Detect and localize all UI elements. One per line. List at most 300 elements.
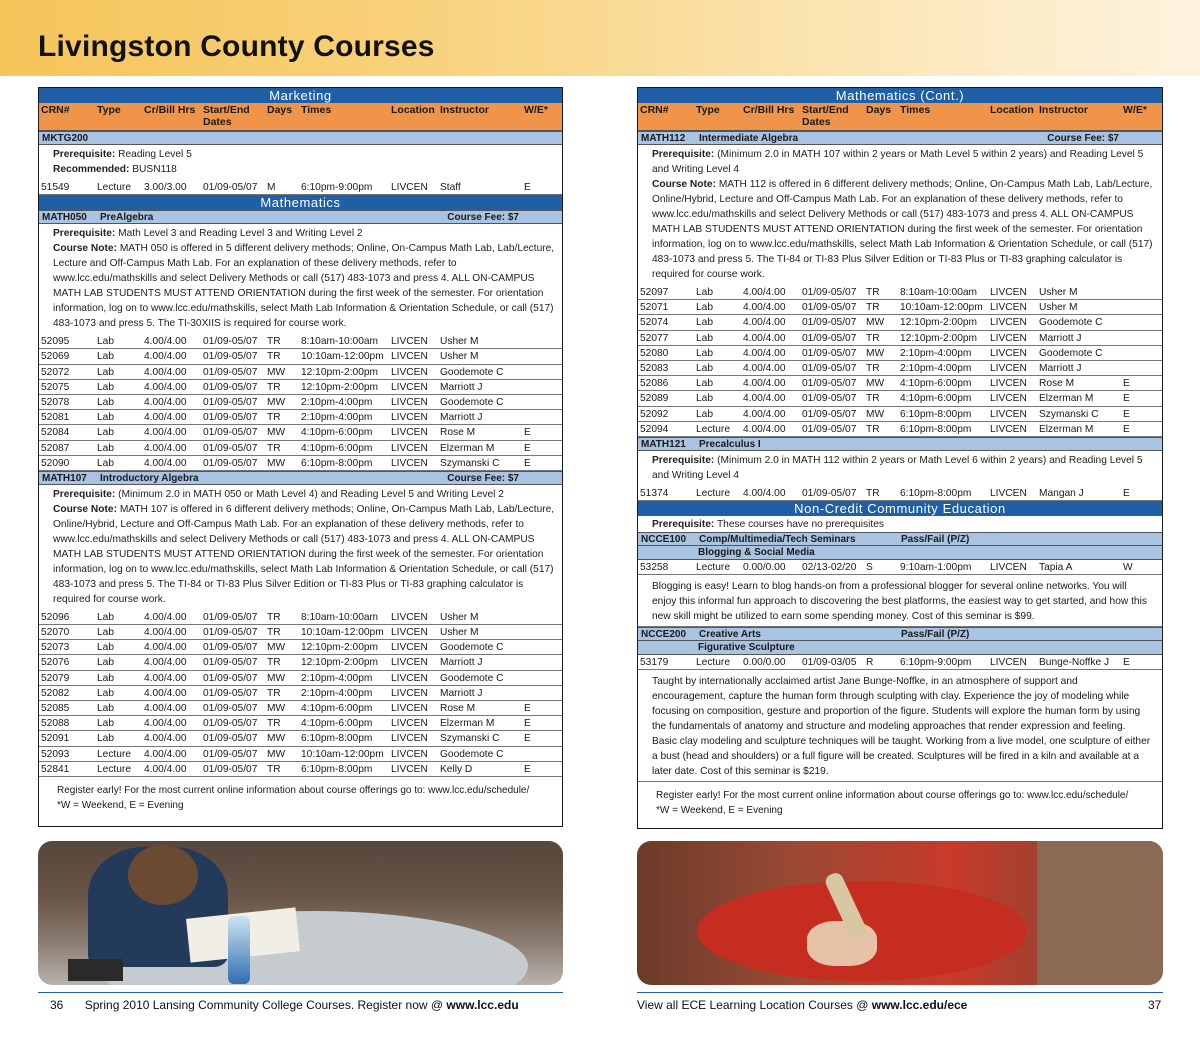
left-schedule-panel xyxy=(38,87,563,827)
table-row xyxy=(39,410,562,425)
cell-credits: 4.00/4.00 xyxy=(144,336,187,348)
grading-type: Pass/Fail (P/Z) xyxy=(901,534,970,546)
cell-we: E xyxy=(524,427,531,439)
cell-times: 12:10pm-2:00pm xyxy=(900,317,978,329)
cell-type: Lab xyxy=(97,351,114,363)
cell-type: Lab xyxy=(97,366,114,378)
course-code: MATH121 xyxy=(641,438,686,450)
cell-credits: 4.00/4.00 xyxy=(743,423,786,435)
cell-location: LIVCEN xyxy=(391,627,428,639)
cell-location: LIVCEN xyxy=(990,302,1027,314)
math050-sections xyxy=(39,334,562,471)
cell-times: 10:10am-12:00pm xyxy=(301,351,384,363)
cell-credits: 4.00/4.00 xyxy=(144,381,187,393)
cell-dates: 01/09-05/07 xyxy=(802,317,857,329)
cell-dates: 01/09-05/07 xyxy=(203,182,258,193)
photo-shelf-shape xyxy=(1037,841,1163,985)
cell-type: Lab xyxy=(97,336,114,348)
cell-type: Lab xyxy=(97,611,114,623)
footer-right xyxy=(637,998,967,1012)
cell-crn: 51374 xyxy=(640,487,669,499)
cell-times: 4:10pm-6:00pm xyxy=(301,718,373,730)
cell-times: 2:10pm-4:00pm xyxy=(301,672,373,684)
course-note-label: Course Note: xyxy=(53,503,117,515)
cell-instructor: Goodemote C xyxy=(440,396,504,408)
cell-we xyxy=(524,395,544,409)
cell-location: LIVCEN xyxy=(391,672,428,684)
cell-crn: 53258 xyxy=(640,562,669,574)
cell-type: Lab xyxy=(696,317,713,329)
cell-instructor: Usher M xyxy=(1039,302,1078,314)
cell-times: 6:10pm-8:00pm xyxy=(900,487,972,499)
column-header-row xyxy=(39,103,562,131)
cell-location: LIVCEN xyxy=(391,351,428,363)
cell-instructor: Goodemote C xyxy=(440,642,504,654)
cell-times: 12:10pm-2:00pm xyxy=(301,642,379,654)
cell-type: Lecture xyxy=(97,763,131,775)
cell-we xyxy=(524,610,544,624)
section-header-ncce: Non-Credit Community Education xyxy=(638,501,1162,516)
course-fee: Course Fee: $7 xyxy=(1047,133,1119,144)
cell-we: E xyxy=(524,733,531,745)
cell-type: Lab xyxy=(696,287,713,298)
recommended-text: BUSN118 xyxy=(132,164,177,175)
cell-location: LIVCEN xyxy=(391,427,428,439)
cell-crn: 52083 xyxy=(640,362,669,374)
cell-crn: 52069 xyxy=(41,351,70,363)
cell-dates: 01/09-05/07 xyxy=(203,687,258,699)
table-row xyxy=(638,361,1162,376)
footer-right-text: View all ECE Learning Location Courses @ xyxy=(637,998,872,1012)
column-header-credits: Cr/Bill Hrs xyxy=(144,104,196,116)
cell-location: LIVCEN xyxy=(990,317,1027,329)
cell-credits: 4.00/4.00 xyxy=(743,378,786,390)
cell-times: 4:10pm-6:00pm xyxy=(301,442,373,454)
column-header-instructor: Instructor xyxy=(440,104,490,116)
cell-location: LIVCEN xyxy=(391,412,428,424)
cell-location: LIVCEN xyxy=(391,642,428,654)
cell-we: E xyxy=(1123,408,1130,420)
cell-location: LIVCEN xyxy=(391,381,428,393)
cell-times: 2:10pm-4:00pm xyxy=(900,347,972,359)
table-row xyxy=(39,456,562,471)
cell-times: 10:10am-12:00pm xyxy=(301,627,384,639)
cell-dates: 01/09-05/07 xyxy=(203,703,258,714)
grading-type: Pass/Fail (P/Z) xyxy=(901,629,970,641)
column-header-dates: Start/End Dates xyxy=(203,104,250,128)
course-title: PreAlgebra xyxy=(100,212,154,224)
cell-dates: 01/09-05/07 xyxy=(203,748,258,760)
photo-hand-shape xyxy=(807,921,877,966)
cell-crn: 52089 xyxy=(640,393,669,405)
cell-type: Lecture xyxy=(696,562,730,574)
cell-crn: 52091 xyxy=(41,733,70,745)
column-header-days: Days xyxy=(866,104,892,116)
table-row xyxy=(39,640,562,655)
cell-times: 9:10am-1:00pm xyxy=(900,562,972,574)
cell-dates: 01/09-05/07 xyxy=(203,366,258,378)
cell-days: MW xyxy=(267,366,286,378)
math112-sections xyxy=(638,285,1162,437)
column-header-location: Location xyxy=(990,104,1034,116)
table-row xyxy=(39,180,562,195)
cell-dates: 01/09-05/07 xyxy=(802,487,857,499)
course-subtitle: Blogging & Social Media xyxy=(638,546,1162,560)
cell-crn: 52085 xyxy=(41,703,70,714)
prereq-text: These courses have no prerequisites xyxy=(716,519,884,531)
column-header-credits: Cr/Bill Hrs xyxy=(743,104,795,116)
cell-instructor: Szymanski C xyxy=(440,457,500,469)
cell-we xyxy=(1123,285,1143,299)
table-row xyxy=(39,655,562,670)
cell-credits: 4.00/4.00 xyxy=(144,703,187,714)
cell-days: TR xyxy=(267,687,281,699)
cell-credits: 4.00/4.00 xyxy=(144,657,187,669)
cell-we: E xyxy=(1123,423,1130,435)
table-row xyxy=(39,395,562,410)
cell-instructor: Usher M xyxy=(440,351,479,363)
table-row xyxy=(39,762,562,777)
course-title: Creative Arts xyxy=(699,629,761,641)
course-description-ncce100: Blogging is easy! Learn to blog hands-on from a professional blogger for several online networks. You will enjoy this informal fun approach to discovering the best platforms, the easiest way to get started, and how this new skill might be utilized to earn some spending money. Cost of this seminar is $99. xyxy=(638,575,1162,627)
cell-crn: 52080 xyxy=(640,347,669,359)
cell-times: 4:10pm-6:00pm xyxy=(301,703,373,714)
page-title: Livingston County Courses xyxy=(38,30,435,63)
cell-we: E xyxy=(1123,378,1130,390)
cell-dates: 01/09-05/07 xyxy=(203,672,258,684)
cell-times: 6:10pm-8:00pm xyxy=(301,733,373,745)
cell-instructor: Elzerman M xyxy=(440,442,495,454)
cell-type: Lab xyxy=(97,381,114,393)
cell-days: MW xyxy=(866,378,885,390)
cell-instructor: Goodemote C xyxy=(440,366,504,378)
table-row xyxy=(39,731,562,746)
cell-times: 12:10pm-2:00pm xyxy=(900,332,978,344)
cell-dates: 01/09-05/07 xyxy=(203,442,258,454)
table-row xyxy=(638,391,1162,406)
cell-instructor: Elzerman M xyxy=(440,718,495,730)
cell-type: Lab xyxy=(696,362,713,374)
cell-location: LIVCEN xyxy=(391,763,428,775)
cell-location: LIVCEN xyxy=(391,611,428,623)
cell-location: LIVCEN xyxy=(990,423,1027,435)
cell-credits: 4.00/4.00 xyxy=(144,642,187,654)
cell-credits: 0.00/0.00 xyxy=(743,657,786,669)
column-header-type: Type xyxy=(97,104,121,116)
course-heading-ncce100 xyxy=(638,532,1162,546)
cell-crn: 52092 xyxy=(640,408,669,420)
cell-credits: 4.00/4.00 xyxy=(144,733,187,745)
cell-credits: 0.00/0.00 xyxy=(743,562,786,574)
math107-sections xyxy=(39,610,562,777)
cell-location: LIVCEN xyxy=(391,336,428,348)
course-code: MATH112 xyxy=(641,133,686,144)
cell-crn: 52075 xyxy=(41,381,70,393)
cell-location: LIVCEN xyxy=(391,442,428,454)
cell-location: LIVCEN xyxy=(391,703,428,714)
recommended-label: Recommended: xyxy=(53,164,130,175)
cell-days: MW xyxy=(866,317,885,329)
cell-dates: 01/09-05/07 xyxy=(802,347,857,359)
cell-times: 4:10pm-6:00pm xyxy=(301,427,373,439)
cell-crn: 52084 xyxy=(41,427,70,439)
cell-days: MW xyxy=(267,427,286,439)
table-row xyxy=(638,285,1162,300)
cell-credits: 4.00/4.00 xyxy=(743,362,786,374)
cell-location: LIVCEN xyxy=(990,378,1027,390)
cell-we xyxy=(524,655,544,669)
cell-location: LIVCEN xyxy=(391,657,428,669)
cell-credits: 4.00/4.00 xyxy=(144,396,187,408)
cell-type: Lab xyxy=(696,393,713,405)
cell-days: MW xyxy=(267,396,286,408)
table-row xyxy=(638,315,1162,330)
cell-times: 6:10pm-9:00pm xyxy=(301,182,373,193)
course-code: NCCE200 xyxy=(641,629,687,641)
cell-instructor: Goodemote C xyxy=(1039,317,1103,329)
course-note-text: MATH 112 is offered in 6 different delivery methods; Online, On-Campus Math Lab, Lab/Lecture, Online/Hybrid, Lecture and Off-Campus Math Lab. For an explanation of these delivery methods, refer to www.lcc.edu/mathskills and select Delivery Methods or call (517) 483-1073 and press 4. ALL ON-CAMPUS MATH LAB STUDENTS MUST ATTEND ORIENTATION during the first week of the semester. For orientation information, log on to www.lcc.edu/mathskills, select Math Lab Information & Orientation Schedule, or call (517) 483-1073 and press 5. The TI-84 or TI-83 Plus Silver Edition or TI-83 Plus or TI-83 graphing calculator is required for course work. xyxy=(652,179,1153,280)
cell-times: 2:10pm-4:00pm xyxy=(301,396,373,408)
cell-instructor: Marriott J xyxy=(440,687,483,699)
cell-crn: 52097 xyxy=(640,287,669,298)
cell-times: 8:10am-10:00am xyxy=(900,287,978,298)
cell-credits: 4.00/4.00 xyxy=(144,351,187,363)
cell-days: M xyxy=(267,182,276,193)
cell-crn: 52087 xyxy=(41,442,70,454)
course-title: Precalculus I xyxy=(699,438,761,450)
cell-days: TR xyxy=(866,393,880,405)
register-text: Register early! For the most current online information about course offerings go to: www.lcc.edu/schedule/ xyxy=(57,784,530,796)
cell-instructor: Tapia A xyxy=(1039,562,1073,574)
column-header-instructor: Instructor xyxy=(1039,104,1089,116)
cell-dates: 01/09-05/07 xyxy=(203,733,258,745)
column-header-location: Location xyxy=(391,104,435,116)
course-heading-mktg200 xyxy=(39,131,562,145)
cell-credits: 4.00/4.00 xyxy=(144,627,187,639)
cell-days: MW xyxy=(267,642,286,654)
footer-right-link[interactable]: www.lcc.edu/ece xyxy=(871,998,968,1012)
cell-we: E xyxy=(1123,393,1130,405)
cell-we: E xyxy=(524,703,531,714)
cell-dates: 01/09-05/07 xyxy=(203,457,258,469)
cell-crn: 52096 xyxy=(41,611,70,623)
course-subtitle: Figurative Sculpture xyxy=(638,641,1162,655)
cell-crn: 53179 xyxy=(640,657,669,669)
page-number-left: 36 xyxy=(50,998,64,1012)
ncce100-sections xyxy=(638,560,1162,575)
cell-location: LIVCEN xyxy=(990,287,1027,298)
cell-times: 6:10pm-8:00pm xyxy=(900,423,972,435)
cell-times: 12:10pm-2:00pm xyxy=(301,366,379,378)
prereq-label: Prerequisite: xyxy=(53,488,116,500)
cell-we xyxy=(524,686,544,700)
cell-days: MW xyxy=(267,703,286,714)
cell-crn: 51549 xyxy=(41,182,70,193)
table-row xyxy=(39,716,562,731)
cell-days: MW xyxy=(866,347,885,359)
cell-crn: 52078 xyxy=(41,396,70,408)
cell-days: TR xyxy=(267,351,281,363)
cell-location: LIVCEN xyxy=(990,347,1027,359)
column-header-type: Type xyxy=(696,104,720,116)
cell-we xyxy=(1123,300,1143,314)
cell-dates: 01/09-05/07 xyxy=(802,393,857,405)
cell-days: TR xyxy=(267,657,281,669)
prereq-text: (Minimum 2.0 in MATH 050 or Math Level 4) and Reading Level 5 and Writing Level 2 xyxy=(118,488,504,500)
course-code: MKTG200 xyxy=(42,133,89,144)
cell-type: Lab xyxy=(97,687,114,699)
ncce200-sections xyxy=(638,655,1162,670)
cell-days: TR xyxy=(267,412,281,424)
cell-we: E xyxy=(524,457,531,469)
cell-location: LIVCEN xyxy=(990,332,1027,344)
cell-dates: 01/09-05/07 xyxy=(203,657,258,669)
table-row xyxy=(39,365,562,380)
cell-crn: 52076 xyxy=(41,657,70,669)
cell-times: 4:10pm-6:00pm xyxy=(900,378,972,390)
course-note-mktg200 xyxy=(39,145,562,180)
cell-dates: 01/09-05/07 xyxy=(203,427,258,439)
cell-type: Lab xyxy=(696,332,713,344)
cell-type: Lecture xyxy=(97,182,131,193)
cell-location: LIVCEN xyxy=(391,748,428,760)
cell-type: Lecture xyxy=(696,487,730,499)
cell-crn: 52072 xyxy=(41,366,70,378)
cell-days: TR xyxy=(267,381,281,393)
cell-days: TR xyxy=(866,487,880,499)
cell-crn: 52086 xyxy=(640,378,669,390)
cell-credits: 4.00/4.00 xyxy=(144,457,187,469)
cell-type: Lecture xyxy=(97,748,131,760)
cell-times: 4:10pm-6:00pm xyxy=(900,393,972,405)
table-row xyxy=(39,671,562,686)
cell-credits: 4.00/4.00 xyxy=(743,332,786,344)
column-header-crn: CRN# xyxy=(640,104,669,116)
table-row xyxy=(39,334,562,349)
cell-crn: 52071 xyxy=(640,302,669,314)
cell-times: 2:10pm-4:00pm xyxy=(301,412,373,424)
cell-credits: 4.00/4.00 xyxy=(743,302,786,314)
cell-type: Lab xyxy=(97,627,114,639)
cell-crn: 52082 xyxy=(41,687,70,699)
course-note-text: MATH 107 is offered in 6 different delivery methods; Online, On-Campus Math Lab, Lab/Lecture, Online/Hybrid, Lecture and Off-Campus Math Lab. For an explanation of these delivery methods, refer to www.lcc.edu/mathskills and select Delivery Methods or call (517) 483-1073 and press 4. ALL ON-CAMPUS MATH LAB STUDENTS MUST ATTEND ORIENTATION during the first week of the semester. For orientation information, log on to www.lcc.edu/mathskills, select Math Lab Information & Orientation Schedule, or call (517) 483-1073 and press 5. The TI-84 or TI-83 Plus Silver Edition or TI-83 Plus or TI-83 graphing calculator is required for course work. xyxy=(53,503,555,605)
cell-instructor: Elzerman M xyxy=(1039,423,1094,435)
cell-instructor: Usher M xyxy=(440,627,479,639)
register-text: Register early! For the most current online information about course offerings go to: www.lcc.edu/schedule/ xyxy=(656,790,1129,802)
cell-dates: 01/09-05/07 xyxy=(802,408,857,420)
student-studying-photo xyxy=(38,841,563,985)
course-note-label: Course Note: xyxy=(652,179,716,190)
cell-days: MW xyxy=(267,748,286,760)
cell-dates: 01/09-05/07 xyxy=(203,412,258,424)
cell-dates: 01/09-05/07 xyxy=(203,611,258,623)
sculptor-photo xyxy=(637,841,1163,985)
cell-instructor: Elzerman M xyxy=(1039,393,1094,405)
cell-location: LIVCEN xyxy=(990,657,1027,669)
table-row xyxy=(638,655,1162,670)
cell-location: LIVCEN xyxy=(391,182,428,193)
cell-dates: 01/09-05/07 xyxy=(203,396,258,408)
course-code: MATH107 xyxy=(42,472,87,484)
course-heading-math107 xyxy=(39,471,562,485)
table-row xyxy=(39,349,562,364)
course-note-math112 xyxy=(638,145,1162,285)
cell-credits: 4.00/4.00 xyxy=(144,763,187,775)
table-row xyxy=(39,380,562,395)
cell-credits: 4.00/4.00 xyxy=(743,487,786,499)
cell-dates: 02/13-02/20 xyxy=(802,562,857,574)
column-header-times: Times xyxy=(900,104,931,116)
cell-type: Lab xyxy=(97,396,114,408)
footer-left-link[interactable]: www.lcc.edu xyxy=(446,998,519,1012)
cell-dates: 01/09-05/07 xyxy=(802,378,857,390)
cell-we xyxy=(1123,331,1143,345)
cell-days: MW xyxy=(267,733,286,745)
page-number-right: 37 xyxy=(1148,998,1162,1012)
cell-instructor: Goodemote C xyxy=(1039,347,1103,359)
course-heading-math050 xyxy=(39,210,562,224)
cell-days: S xyxy=(866,562,873,574)
table-row xyxy=(39,747,562,762)
cell-we xyxy=(1123,315,1143,329)
table-row xyxy=(39,625,562,640)
cell-times: 6:10pm-8:00pm xyxy=(301,763,373,775)
cell-days: TR xyxy=(267,627,281,639)
cell-credits: 4.00/4.00 xyxy=(743,408,786,420)
cell-days: MW xyxy=(267,457,286,469)
cell-days: TR xyxy=(267,336,281,348)
cell-credits: 4.00/4.00 xyxy=(144,611,187,623)
cell-credits: 4.00/4.00 xyxy=(144,427,187,439)
cell-credits: 4.00/4.00 xyxy=(743,347,786,359)
cell-credits: 4.00/4.00 xyxy=(743,393,786,405)
cell-instructor: Kelly D xyxy=(440,763,473,775)
table-row xyxy=(39,701,562,716)
cell-we xyxy=(524,410,544,424)
cell-we xyxy=(1123,361,1143,375)
cell-location: LIVCEN xyxy=(391,687,428,699)
cell-type: Lab xyxy=(97,427,114,439)
cell-we: E xyxy=(524,182,531,193)
cell-days: TR xyxy=(866,302,880,314)
cell-type: Lecture xyxy=(696,657,730,669)
column-header-we: W/E* xyxy=(1123,104,1147,116)
cell-days: TR xyxy=(267,763,281,775)
cell-type: Lab xyxy=(696,378,713,390)
cell-location: LIVCEN xyxy=(391,718,428,730)
cell-dates: 01/09-05/07 xyxy=(203,351,258,363)
cell-we xyxy=(524,349,544,363)
course-note-math107 xyxy=(39,485,562,610)
cell-location: LIVCEN xyxy=(990,362,1027,374)
prereq-text: Reading Level 5 xyxy=(118,149,192,160)
cell-days: R xyxy=(866,657,874,669)
cell-instructor: Usher M xyxy=(440,611,479,623)
cell-we: E xyxy=(524,718,531,730)
cell-instructor: Marriott J xyxy=(1039,332,1082,344)
cell-we xyxy=(524,334,544,348)
course-description-ncce200: Taught by internationally acclaimed artist Jane Bunge-Noffke, in an atmosphere of support and encouragement, capture the human form through sculpting with clay. Experience the joy of modeling while focusing on composition, gesture and proportion of the figure. Students will explore the human form by using the fundamentals of anatomy and structure and modeling approaches that render expression and feeling. Basic clay modeling and sculpture techniques will be taught. Working from a live model, one sculpture of either a bust (head and shoulders) or a full figure will be created. Sculptures will be fired in a kiln and available at a later date. Cost of this seminar is $219. xyxy=(638,670,1162,782)
footer-left xyxy=(50,998,519,1012)
course-title: Comp/Multimedia/Tech Seminars xyxy=(699,534,856,546)
section-header-mathematics: Mathematics xyxy=(39,195,562,210)
cell-times: 8:10am-10:00am xyxy=(301,611,379,623)
cell-credits: 4.00/4.00 xyxy=(743,287,786,298)
cell-dates: 01/09-05/07 xyxy=(802,332,857,344)
cell-we: W xyxy=(1123,562,1133,574)
register-note xyxy=(39,777,562,813)
cell-days: TR xyxy=(267,718,281,730)
